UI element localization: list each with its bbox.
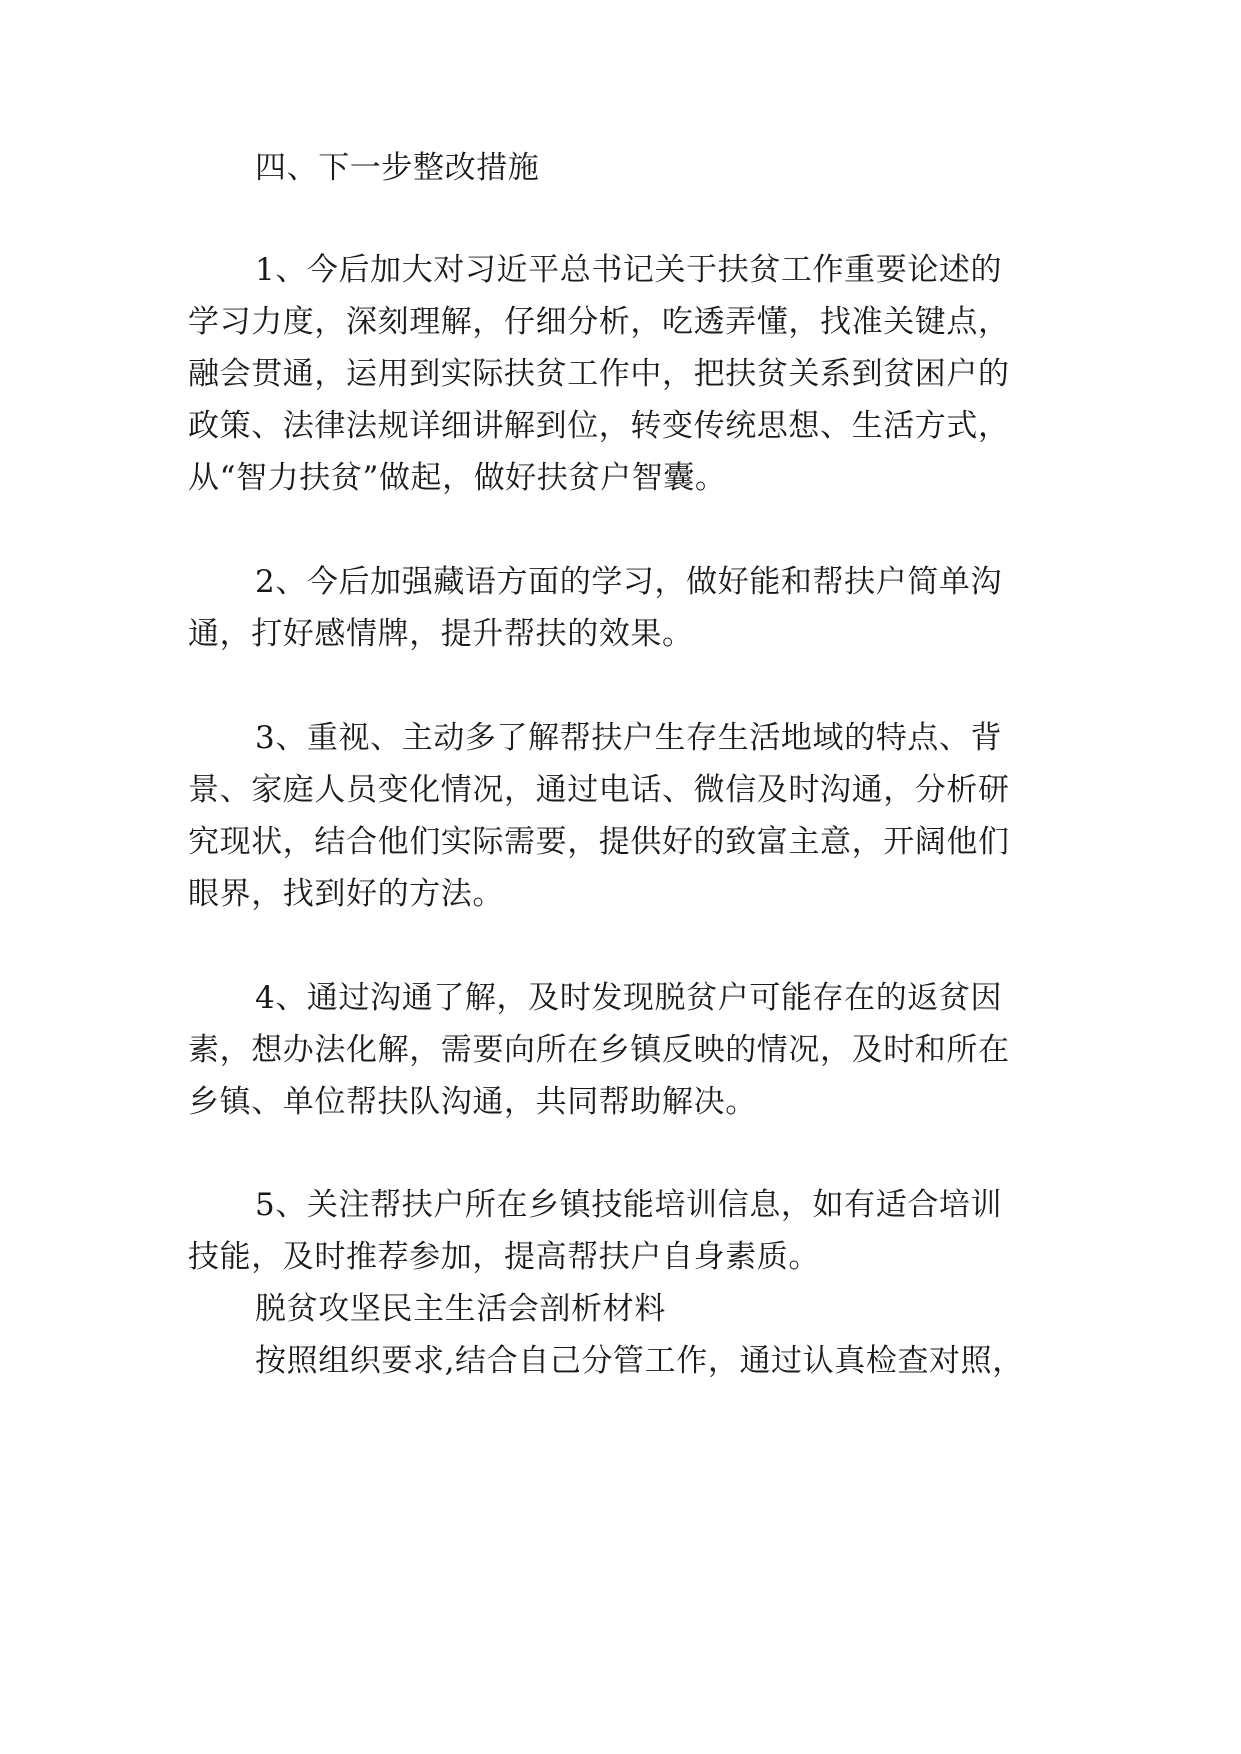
paragraph-1-line-5: 从“智力扶贫”做起，做好扶贫户智囊。 [188, 460, 727, 496]
paragraph-4-line-2: 素，想办法化解，需要向所在乡镇反映的情况，及时和所在 [188, 1032, 1010, 1068]
paragraph-1-line-3: 融会贯通，运用到实际扶贫工作中，把扶贫关系到贫困户的 [188, 356, 1010, 392]
paragraph-4-line-3: 乡镇、单位帮扶队沟通，共同帮助解决。 [188, 1084, 757, 1120]
paragraph-3-line-2: 景、家庭人员变化情况，通过电话、微信及时沟通，分析研 [188, 772, 1010, 808]
paragraph-5-line-1: 5、关注帮扶户所在乡镇技能培训信息，如有适合培训 [255, 1187, 1003, 1223]
paragraph-5-line-2: 技能，及时推荐参加，提高帮扶户自身素质。 [188, 1239, 820, 1275]
paragraph-1-line-2: 学习力度，深刻理解，仔细分析，吃透弄懂，找准关键点， [188, 304, 1010, 340]
paragraph-2-line-1: 2、今后加强藏语方面的学习，做好能和帮扶户简单沟 [255, 564, 1003, 600]
paragraph-1-line-1: 1、今后加大对习近平总书记关于扶贫工作重要论述的 [255, 252, 1003, 288]
paragraph-2-line-2: 通，打好感情牌，提升帮扶的效果。 [188, 616, 694, 652]
paragraph-3-line-3: 究现状，结合他们实际需要，提供好的致富主意，开阔他们 [188, 824, 1010, 860]
paragraph-3-line-1: 3、重视、主动多了解帮扶户生存生活地域的特点、背 [255, 720, 1003, 756]
next-section-first-line: 按照组织要求,结合自己分管工作，通过认真检查对照， [255, 1343, 1024, 1379]
paragraph-3-line-4: 眼界，找到好的方法。 [188, 876, 504, 912]
paragraph-4-line-1: 4、通过沟通了解，及时发现脱贫户可能存在的返贫因 [255, 980, 1003, 1016]
paragraph-1-line-4: 政策、法律法规详细讲解到位，转变传统思想、生活方式， [188, 408, 1010, 444]
section-heading: 四、下一步整改措施 [255, 150, 540, 186]
next-section-title: 脱贫攻坚民主生活会剖析材料 [255, 1291, 666, 1327]
